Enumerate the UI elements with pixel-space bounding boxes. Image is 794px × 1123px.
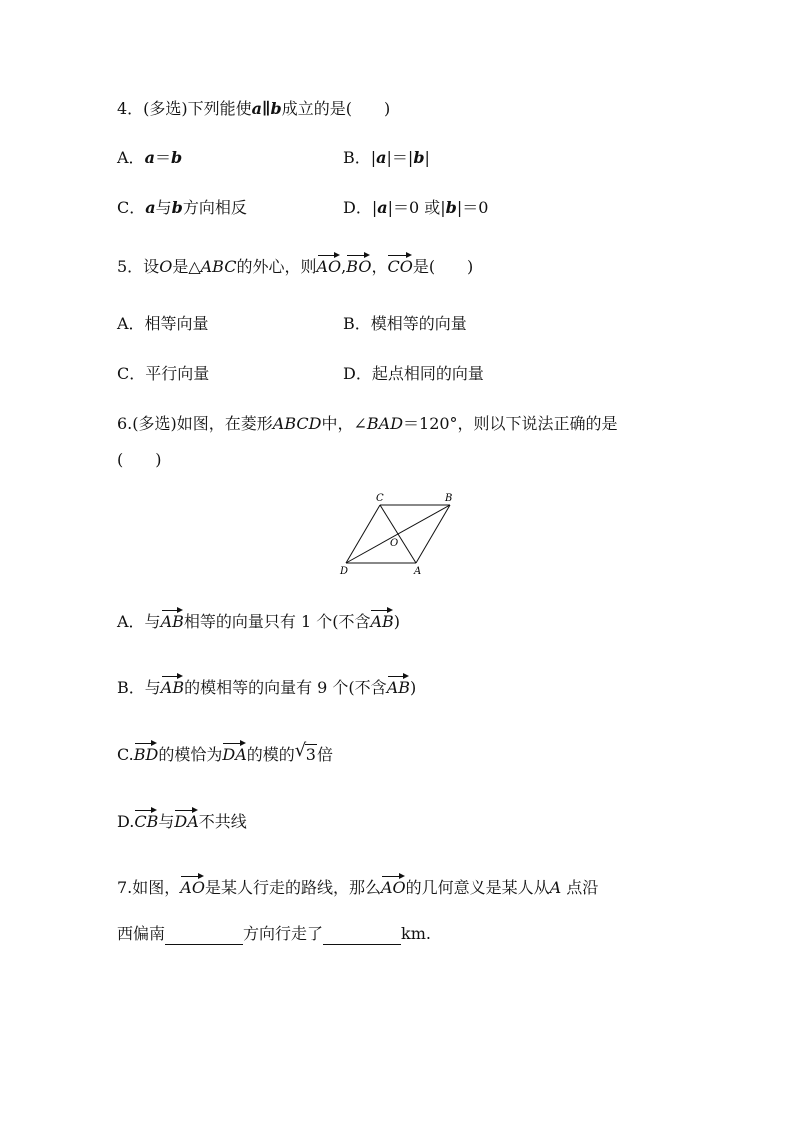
q4-option-b-eq: |＝|	[386, 148, 414, 167]
sqrt-symbol: √ 3	[294, 740, 316, 764]
q5-triangle: ABC	[200, 257, 237, 276]
q5-option-d[interactable]: D．起点相同的向量	[343, 364, 484, 383]
q7-point-a: A	[549, 878, 562, 897]
q6-option-d-2: 与	[158, 812, 175, 831]
q6-stem-3: ＝120°，则以下说法正确的是	[403, 414, 618, 433]
q4-option-c-end: 方向相反	[182, 198, 247, 217]
q4-option-b-a: a	[376, 148, 387, 167]
q4-option-d-label: D．	[343, 198, 372, 217]
q6-option-b[interactable]	[117, 673, 416, 699]
q6-option-d-3: 不共线	[198, 812, 247, 831]
q4-option-b-label: B．	[343, 148, 371, 167]
q4-stem-text: 4．(多选)下列能使	[117, 99, 252, 118]
q6-stem-2: 中，∠	[321, 414, 367, 433]
figure-label-a: A	[414, 566, 422, 577]
q6-option-d[interactable]	[117, 807, 247, 833]
q4-stem	[117, 98, 390, 120]
q5-stem-text: 5．设	[117, 257, 160, 276]
q7-line2-b: 方向行走了	[243, 924, 324, 943]
q6-stem-1: 6.(多选)如图，在菱形	[117, 414, 273, 433]
q7-blank-direction[interactable]	[165, 926, 243, 945]
q5-vector-co: CO	[387, 252, 412, 278]
q7-stem-1: 7.如图，	[117, 878, 181, 897]
q4-option-c-label: C．	[117, 198, 146, 217]
q4-stem-end: 成立的是( )	[281, 99, 391, 118]
q4-option-d-mid: |＝0 或|	[387, 198, 446, 217]
q4-option-c-b: b	[171, 198, 183, 217]
q6-option-a-2: 相等的向量只有 1 个(不含	[183, 612, 371, 631]
q4-option-b[interactable]: B．|a|＝|b|	[343, 148, 430, 167]
q4-option-a-b: b	[170, 148, 183, 167]
q5-stem-end: 是( )	[412, 257, 474, 276]
q4-option-d-end: |＝0	[456, 198, 489, 217]
q4-var-a: a	[251, 99, 263, 118]
q4-parallel-symbol: ∥	[262, 99, 271, 118]
q7-stem	[117, 873, 598, 899]
q4-option-d-b: b	[445, 198, 457, 217]
q4-option-d-a: a	[377, 198, 388, 217]
q6-rhombus: ABCD	[272, 414, 322, 433]
q7-blank-distance[interactable]	[323, 926, 401, 945]
q4-option-a-eq: ＝	[154, 148, 171, 167]
q4-option-c-a: a	[145, 198, 156, 217]
sqrt-value: 3	[305, 745, 316, 764]
q4-option-a-label: A．	[117, 148, 145, 167]
q6-option-b-vector-ab: AB	[161, 673, 184, 699]
q6-stem-paren: ( )	[117, 450, 162, 469]
q7-line2-c: km.	[401, 924, 431, 943]
q7-stem-2: 是某人行走的路线，那么	[204, 878, 381, 897]
q6-option-c-vector-da: DA	[222, 740, 246, 766]
figure-label-c: C	[376, 493, 384, 504]
q6-option-c-2: 的模恰为	[158, 745, 223, 764]
q6-option-a-3: )	[393, 612, 401, 631]
q5-stem-mid2: 的外心，则	[236, 257, 317, 276]
q5-stem-mid: 是△	[172, 257, 201, 276]
q7-stem-4: 点沿	[561, 878, 599, 897]
q4-option-c[interactable]	[117, 197, 247, 219]
q6-angle: BAD	[366, 414, 404, 433]
q6-option-a-vector-ab: AB	[161, 607, 184, 633]
q6-option-d-vector-cb: CB	[134, 807, 158, 833]
q6-option-b-vector-ab-2: AB	[387, 673, 410, 699]
q6-option-d-vector-da: DA	[174, 807, 198, 833]
q6-option-a[interactable]	[117, 607, 400, 633]
q5-option-c[interactable]: C．平行向量	[117, 364, 210, 383]
figure-label-o: O	[390, 538, 399, 549]
rhombus-figure	[336, 488, 460, 578]
q6-option-b-2: 的模相等的向量有 9 个(不含	[184, 678, 387, 697]
q6-stem	[117, 413, 618, 435]
figure-label-b: B	[445, 493, 453, 504]
q4-option-a[interactable]	[117, 147, 182, 169]
q7-stem-3: 的几何意义是某人从	[405, 878, 550, 897]
q4-option-b-b: b	[413, 148, 425, 167]
q7-vector-ao-2: AO	[381, 873, 406, 899]
q5-vector-bo: BO	[346, 252, 371, 278]
q7-line2	[117, 923, 431, 945]
q4-option-d[interactable]: D．|a|＝0 或|b|＝0	[343, 198, 489, 217]
figure-label-d: D	[340, 566, 349, 577]
q6-option-a-vector-ab-2: AB	[370, 607, 393, 633]
q5-vector-ao: AO	[317, 252, 342, 278]
q6-option-d-1: D.	[117, 812, 135, 831]
q6-option-c-4: 倍	[316, 745, 333, 764]
q6-option-c[interactable]	[117, 740, 333, 766]
q4-option-a-a: a	[144, 148, 155, 167]
q6-option-c-1: C.	[117, 745, 134, 764]
q5-stem: 5．设O是△ABC的外心，则AO,BO，CO是( )	[117, 252, 473, 278]
q7-line2-a: 西偏南	[117, 924, 166, 943]
q6-option-b-1: B．与	[117, 678, 161, 697]
q4-var-b: b	[270, 99, 282, 118]
q4-option-c-mid: 与	[155, 198, 172, 217]
q6-option-c-3: 的模的	[246, 745, 295, 764]
q6-option-c-vector-bd: BD	[134, 740, 159, 766]
q7-vector-ao: AO	[180, 873, 205, 899]
q6-option-a-1: A．与	[117, 612, 161, 631]
q5-option-b[interactable]: B．模相等的向量	[343, 314, 467, 333]
q5-point-o: O	[159, 257, 173, 276]
q5-option-a[interactable]: A．相等向量	[117, 314, 209, 333]
q6-option-b-3: )	[410, 678, 417, 697]
